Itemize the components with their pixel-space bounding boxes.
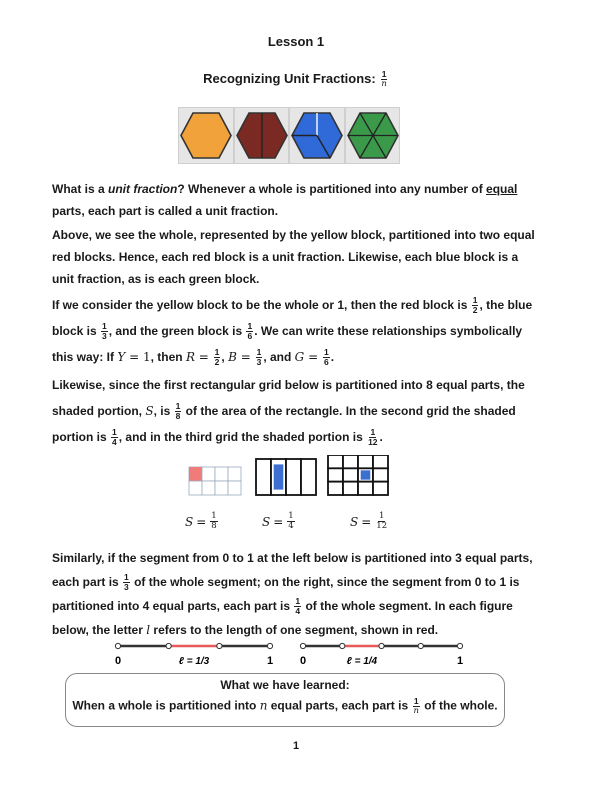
fraction-one-eighth: $\frac{1}{8}$ [175,401,181,422]
fraction-b: $\frac{1}{3}$ [256,347,262,368]
segment-point [418,643,423,648]
segment-point [166,643,171,648]
fraction-g: $\frac{1}{6}$ [323,347,329,368]
fraction-r: $\frac{1}{2}$ [214,347,220,368]
grid-label-twelfth: S = $\frac{1}{12}$ [350,511,388,531]
fraction-seg-third: $\frac{1}{3}$ [124,572,129,593]
grid-shaded-cell [274,464,284,489]
segment-end-label: 1 [456,655,464,667]
subtitle-text: Recognizing Unit Fractions: [203,70,376,86]
term-unit-fraction: unit fraction [108,182,178,196]
var-r: R [185,350,195,364]
var-y: Y [117,350,126,364]
grid-cell [215,467,228,481]
shaded-grids-figure [0,455,592,535]
grid-cell [328,482,343,495]
green-triangle-blocks [345,107,401,164]
grid-shaded-cell [361,470,371,479]
grid-cell [373,482,388,495]
red-trapezoid-blocks [234,107,290,164]
grid-cell [286,459,301,495]
paragraph-grids: Likewise, since the first rectangular grid below is partitioned into 8 equal parts, the shaded portion, S, is $\frac{1}{8}$ of the area of the rectangle. In the second grid the shaded portion is $\frac{1}{4}$ , and in the third grid the shaded portion is $\frac{1}{12}$ . [52,378,525,448]
fraction-one-half: $\frac{1}{2}$ [472,295,478,316]
page-number: 1 [292,740,300,752]
var-g: G [294,350,305,364]
grid-cell [358,482,373,495]
grid-cell [373,455,388,468]
grid-cell [256,459,271,495]
grid-cell [358,455,373,468]
lesson-subtitle [0,70,592,89]
fraction-one-third: $\frac{1}{3}$ [102,321,107,342]
grid-label-eighth: S = $\frac{1}{8}$ [185,511,217,531]
paragraph-blocks-explanation: Above, we see the whole, represented by the yellow block, partitioned into two equal red blocks. Hence, each red block is a unit fraction. Likewise, each blue block is a unit fraction, as is each green block. [52,228,535,286]
grid-cell [202,481,215,495]
grid-cell [343,455,358,468]
summary-box [65,673,505,727]
segment-point [300,643,305,648]
summary-fraction: $\frac{1}{n}$ [413,696,419,716]
grid-cell [228,481,241,495]
segments-svg [0,640,592,670]
segment-point [457,643,462,648]
grid-cell [215,481,228,495]
grid-cell [343,468,358,481]
segment-length-label: ℓ = 1/3 [178,656,210,667]
paragraph-segments: Similarly, if the segment from 0 to 1 at the left below is partitioned into 3 equal parts, each part is $\frac{1}{3}$ of the whole segment; on the right, since the segment from 0 to 1 is partitioned into 4 equal parts, each part is $\frac{1}{4}$ of the whole segment. In each figure below, the letter l refers to the length of one segment, shown in red. [52,551,533,637]
grid-cell [189,481,202,495]
grid-cell [373,468,388,481]
grid-cell [343,482,358,495]
yellow-hexagon-block [178,107,234,164]
summary-heading: What we have learned: [220,678,350,692]
grid-cell [328,455,343,468]
segment-end-label: 1 [266,655,274,667]
grid-cell [228,467,241,481]
segment-point [115,643,120,648]
grid-label-fourth: S = $\frac{1}{4}$ [262,511,294,531]
var-l: l [146,623,151,637]
grid-shaded-cell [189,467,202,481]
var-b: B [228,350,237,364]
blue-rhombus-blocks [289,107,345,164]
grid-cell [328,468,343,481]
summary-text: When a whole is partitioned into n equal parts, each part is $\frac{1}{n}$ of the whole. [72,696,498,716]
lesson-title: Lesson 1 [267,34,325,49]
segments-figure [0,640,592,670]
segment-point [217,643,222,648]
grid-cell [301,459,316,495]
segment-point [340,643,345,648]
fraction-one-fourth: $\frac{1}{4}$ [112,427,117,448]
pattern-blocks-image [178,107,400,164]
segment-point [267,643,272,648]
paragraph-definition: What is a unit fraction? Whenever a whole is partitioned into any number of equal parts, each part is called a unit fraction. [52,182,518,218]
term-equal: equal [486,182,518,196]
var-s: S [145,404,154,418]
fraction-one-twelfth: $\frac{1}{12}$ [368,427,378,448]
segment-start-label: 0 [114,655,122,667]
segment-point [379,643,384,648]
subtitle-fraction: $\frac{1}{n}$ [381,69,387,89]
grid-cell [202,467,215,481]
fraction-one-sixth: $\frac{1}{6}$ [247,321,253,342]
segment-start-label: 0 [299,655,307,667]
fraction-seg-fourth: $\frac{1}{4}$ [295,596,301,617]
paragraph-block-fractions: If we consider the yellow block to be the whole or 1, then the red block is $\frac{1}{2}$ , the blue block is $\frac{1}{3}$ , and the green block is $\frac{1}{6}$ . We can write these relationships symbolically this way: If Y = 1, then R = $\frac{1}{2}$ , B = $\frac{1}{3}$ , and G = $\frac{1}{6}$ . [52,295,533,368]
grids-svg [0,455,592,515]
segment-length-label: ℓ = 1/4 [346,656,378,667]
